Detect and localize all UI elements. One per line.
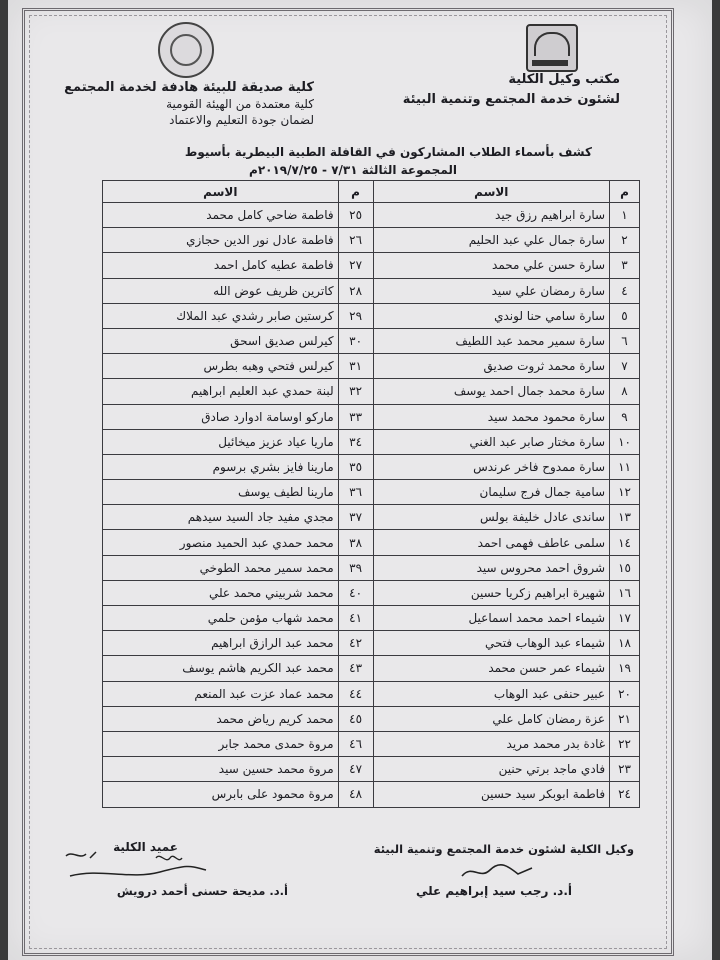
table-row: [103, 203, 640, 228]
accreditation-line2: لضمان جودة التعليم والاعتماد: [169, 113, 314, 127]
table-row: [103, 706, 640, 731]
row-number: ٣١: [338, 354, 373, 379]
row-number: ٨: [610, 379, 640, 404]
row-number: ١٦: [610, 580, 640, 605]
row-number: ١٣: [610, 505, 640, 530]
row-number: ٣٦: [338, 480, 373, 505]
student-name: عبير حنفى عبد الوهاب: [373, 681, 610, 706]
row-number: ٢٣: [610, 757, 640, 782]
student-name: محمد شهاب مؤمن حلمي: [103, 606, 339, 631]
student-name: مروة محمود على بابرس: [103, 782, 339, 807]
student-name: كاترين ظريف عوض الله: [103, 278, 339, 303]
row-number: ٣٩: [338, 555, 373, 580]
vice-dean-name: أ.د. رجب سيد إبراهيم علي: [415, 884, 572, 898]
student-name: محمد عبد الكريم هاشم يوسف: [103, 656, 339, 681]
college-logo: [526, 24, 578, 72]
table-row: [103, 228, 640, 253]
row-number: ٤: [610, 278, 640, 303]
row-number: ١٢: [610, 480, 640, 505]
student-name: مارينا فايز بشري برسوم: [103, 454, 339, 479]
row-number: ١٨: [610, 631, 640, 656]
student-name: سارة جمال علي عبد الحليم: [373, 228, 610, 253]
student-name: كيرلس فتحي وهبه بطرس: [103, 354, 339, 379]
student-name: مروة حمدى محمد جابر: [103, 731, 339, 756]
row-number: ٤٤: [338, 681, 373, 706]
student-name: ساندى عادل خليفة بولس: [373, 505, 610, 530]
row-number: ٣: [610, 253, 640, 278]
row-number: ٢١: [610, 706, 640, 731]
student-name: محمد عماد عزت عبد المنعم: [103, 681, 339, 706]
table-header-row: [103, 181, 640, 203]
table-row: [103, 656, 640, 681]
table-row: [103, 429, 640, 454]
table-row: [103, 731, 640, 756]
row-number: ٤٥: [338, 706, 373, 731]
student-name: محمد حمدي عبد الحميد منصور: [103, 530, 339, 555]
row-number: ٢٠: [610, 681, 640, 706]
vice-dean-signature: [458, 860, 538, 884]
student-name: ماركو اوسامة ادوارد صادق: [103, 404, 339, 429]
table-row: [103, 454, 640, 479]
row-number: ٢٥: [338, 203, 373, 228]
student-name: سارة ابراهيم رزق جيد: [373, 203, 610, 228]
row-number: ٢٩: [338, 303, 373, 328]
row-number: ٢: [610, 228, 640, 253]
table-row: [103, 480, 640, 505]
student-name: سارة رمضان علي سيد: [373, 278, 610, 303]
row-number: ٣٠: [338, 328, 373, 353]
student-name: عزة رمضان كامل علي: [373, 706, 610, 731]
row-number: ٢٦: [338, 228, 373, 253]
row-number: ٤٦: [338, 731, 373, 756]
table-row: [103, 681, 640, 706]
table-row: [103, 505, 640, 530]
row-number: ١٩: [610, 656, 640, 681]
student-name: مارينا لطيف يوسف: [103, 480, 339, 505]
student-name: سارة مختار صابر عبد الغني: [373, 429, 610, 454]
student-name: شهيرة ابراهيم زكريا حسين: [373, 580, 610, 605]
row-number: ٣٧: [338, 505, 373, 530]
student-name: غادة بدر محمد مريد: [373, 731, 610, 756]
row-number: ٢٢: [610, 731, 640, 756]
college-slogan: كلية صديقة للبيئة هادفة لخدمة المجتمع: [64, 80, 314, 95]
student-name: محمد كريم رياض محمد: [103, 706, 339, 731]
student-name: سلمى عاطف فهمى احمد: [373, 530, 610, 555]
row-number: ٤٨: [338, 782, 373, 807]
student-name: مروة محمد حسين سيد: [103, 757, 339, 782]
row-number: ٢٧: [338, 253, 373, 278]
student-name: محمد شربيني محمد علي: [103, 580, 339, 605]
student-name: شيماء احمد محمد اسماعيل: [373, 606, 610, 631]
table-row: [103, 278, 640, 303]
row-number: ١٠: [610, 429, 640, 454]
student-name: سارة محمد ثروت صديق: [373, 354, 610, 379]
table-row: [103, 253, 640, 278]
row-number: ٤٢: [338, 631, 373, 656]
student-name: سارة ممدوح فاخر عرندس: [373, 454, 610, 479]
group-dates: المجموعة الثالثة ٧/٣١ - ٢٠١٩/٧/٢٥م: [249, 163, 457, 177]
accreditation-seal: [158, 22, 214, 78]
row-number: ٣٥: [338, 454, 373, 479]
document-page: [8, 0, 712, 960]
row-number: ١: [610, 203, 640, 228]
student-name: فاطمة عادل نور الدين حجازي: [103, 228, 339, 253]
student-name: سارة محمد جمال احمد يوسف: [373, 379, 610, 404]
document-title: كشف بأسماء الطلاب المشاركون في القافلة الطبية البيطرية بأسيوط: [184, 145, 592, 159]
table-row: [103, 379, 640, 404]
student-name: سارة سمير محمد عبد اللطيف: [373, 328, 610, 353]
row-number: ٩: [610, 404, 640, 429]
table-row: [103, 530, 640, 555]
student-name: محمد عبد الرازق ابراهيم: [103, 631, 339, 656]
row-number: ١٧: [610, 606, 640, 631]
office-subtitle: لشئون خدمة المجتمع وتنمية البيئة: [402, 92, 620, 107]
student-name: كيرلس صديق اسحق: [103, 328, 339, 353]
student-name: شيماء عمر حسن محمد: [373, 656, 610, 681]
dean-signature: [60, 846, 210, 886]
row-number: ٢٨: [338, 278, 373, 303]
student-name: شروق احمد محروس سيد: [373, 555, 610, 580]
row-number: ٣٤: [338, 429, 373, 454]
table-row: [103, 757, 640, 782]
student-name: مجدي مفيد جاد السيد سيدهم: [103, 505, 339, 530]
table-row: [103, 580, 640, 605]
row-number: ٤١: [338, 606, 373, 631]
student-name: سارة سامي حنا لوندي: [373, 303, 610, 328]
office-title: مكتب وكيل الكلية: [508, 72, 620, 87]
row-number: ٤٧: [338, 757, 373, 782]
row-number: ٣٢: [338, 379, 373, 404]
row-number: ١١: [610, 454, 640, 479]
dean-name: أ.د. مديحة حسنى أحمد درويش: [116, 884, 288, 898]
student-name: فاطمة ضاحي كامل محمد: [103, 203, 339, 228]
row-number: ٣٨: [338, 530, 373, 555]
student-name: لبنة حمدي عبد العليم ابراهيم: [103, 379, 339, 404]
table-row: [103, 606, 640, 631]
students-table: [102, 180, 640, 808]
accreditation-line1: كلية معتمدة من الهيئة القومية: [166, 97, 314, 111]
row-number: ١٤: [610, 530, 640, 555]
name-header: الاسم: [373, 181, 610, 203]
table-row: [103, 303, 640, 328]
table-row: [103, 328, 640, 353]
student-name: ماريا عياد عزيز ميخائيل: [103, 429, 339, 454]
row-number: ٥: [610, 303, 640, 328]
row-number: ٣٣: [338, 404, 373, 429]
row-number: ٧: [610, 354, 640, 379]
student-name: فادي ماجد برتي حنين: [373, 757, 610, 782]
table-row: [103, 354, 640, 379]
table-row: [103, 404, 640, 429]
row-number: ١٥: [610, 555, 640, 580]
num-header: م: [338, 181, 373, 203]
table-row: [103, 631, 640, 656]
student-name: كرستين صابر رشدي عبد الملاك: [103, 303, 339, 328]
num-header: م: [610, 181, 640, 203]
dean-title: عميد الكلية: [113, 840, 178, 854]
student-name: سارة حسن علي محمد: [373, 253, 610, 278]
student-name: شيماء عبد الوهاب فتحي: [373, 631, 610, 656]
student-name: فاطمة ابوبكر سيد حسين: [373, 782, 610, 807]
row-number: ٤٠: [338, 580, 373, 605]
student-name: محمد سمير محمد الطوخي: [103, 555, 339, 580]
table-row: [103, 555, 640, 580]
student-name: سامية جمال فرج سليمان: [373, 480, 610, 505]
row-number: ٢٤: [610, 782, 640, 807]
student-name: فاطمة عطيه كامل احمد: [103, 253, 339, 278]
row-number: ٤٣: [338, 656, 373, 681]
student-name: سارة محمود محمد سيد: [373, 404, 610, 429]
name-header: الاسم: [103, 181, 339, 203]
table-row: [103, 782, 640, 807]
vice-dean-title: وكيل الكلية لشئون خدمة المجتمع وتنمية البيئة: [373, 842, 634, 856]
row-number: ٦: [610, 328, 640, 353]
